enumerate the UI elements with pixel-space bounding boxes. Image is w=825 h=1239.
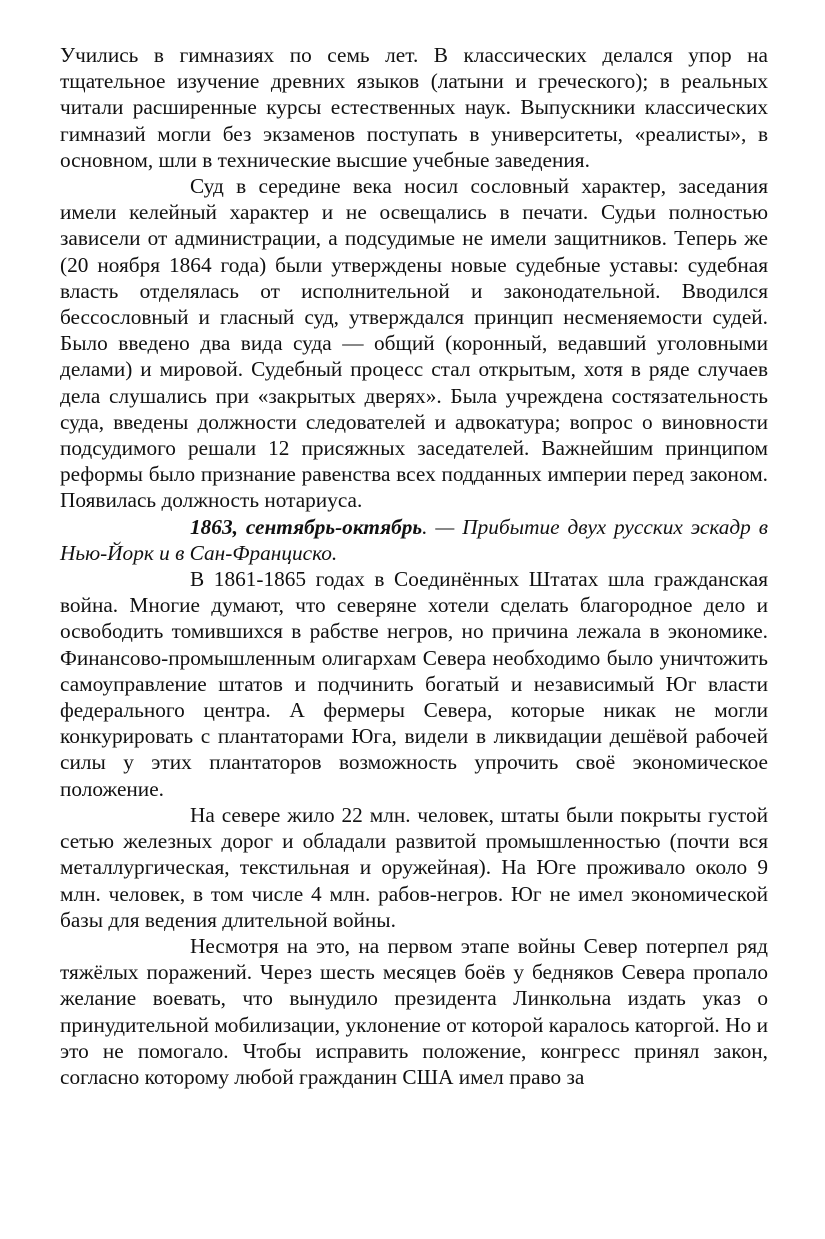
heading-title: . — Прибытие двух русских эскадр в Нью-Йорк и в Сан-Франциско. <box>60 514 768 565</box>
paragraph-north-south: На севере жило 22 млн. человек, штаты были покрыты густой сетью железных дорог и обладали развитой промышленностью (почти вся металлургическая, текстильная и оружейная). На Юге проживало около 9 млн. человек, в том числе 4 млн. рабов-негров. Юг не имел экономической базы для ведения длительной войны. <box>60 802 768 932</box>
heading-date: 1863, сентябрь-октябрь <box>190 514 423 539</box>
paragraph-gymnasium: Учились в гимназиях по семь лет. В классических делался упор на тщательное изучение древних языков (латыни и греческого); в реальных читали расширенные курсы естественных наук. Выпускники классических гимназий могли без экзаменов поступать в университеты, «реалисты», в основном, шли в технические высшие учебные заведения. <box>60 43 768 172</box>
paragraph-defeats: Несмотря на это, на первом этапе войны Север потерпел ряд тяжёлых поражений. Через шесть месяцев боёв у бедняков Севера пропало желание воевать, что вынудило президента Линкольна издать указ о принудительной мобилизации, уклонение от которой каралось каторгой. Но и это не помогало. Чтобы исправить положение, конгресс принял закон, согласно которому любой гражданин США имел право за <box>60 933 768 1089</box>
paragraph-court-reform: Суд в середине века носил сословный характер, заседания имели келейный характер и не освещались в печати. Судьи полностью зависели от администрации, а подсудимые не имели защитников. Теперь же (20 ноября 1864 года) были утверждены новые судебные уставы: судебная власть отделялась от исполнительной и законодательной. Вводился бессословный и гласный суд, утверждался принцип несменяемости судей. Было введено два вида суда — общий (коронный, ведавший уголовными делами) и мировой. Судебный процесс стал открытым, хотя в ряде случаев дела слушались при «закрытых дверях». Была учреждена состязательность суда, введены должности следователей и адвокатура; вопрос о виновности подсудимого решали 12 присяжных заседателей. Важнейшим принципом реформы было признание равенства всех подданных империи перед законом. Появилась должность нотариуса. <box>60 174 768 513</box>
document-page <box>60 42 768 1090</box>
section-heading <box>60 514 768 566</box>
paragraph-civil-war: В 1861-1865 годах в Соединённых Штатах шла гражданская война. Многие думают, что северяне хотели сделать благородное дело и освободить томившихся в рабстве негров, но причина лежала в экономике. Финансово-промышленным олигархам Севера необходимо было уничтожить самоуправление штатов и подчинить богатый и независимый Юг власти федерального центра. А фермеры Севера, которые никак не могли конкурировать с плантаторами Юга, видели в ликвидации дешёвой рабочей силы у этих плантаторов возможность упрочить своё экономическое положение. <box>60 567 768 801</box>
